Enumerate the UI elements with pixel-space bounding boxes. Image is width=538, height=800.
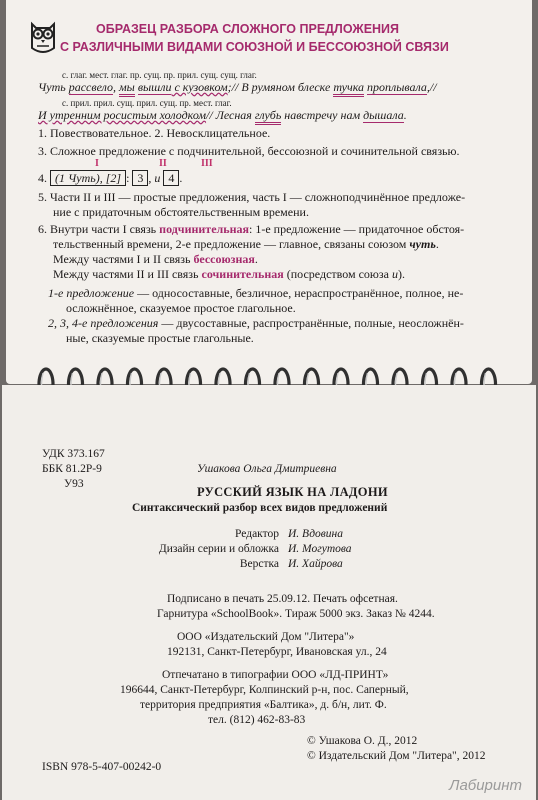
owl-icon [28, 18, 58, 56]
item-6-line-3: Между частями I и II связь бессоюзная. [53, 252, 258, 266]
item-6-line-4: Между частями II и III связь сочинительная (посредством союза и). [53, 267, 405, 281]
editor-name: И. Вдовина [288, 528, 343, 540]
upper-page [6, 0, 532, 384]
item-5-line-2: ние с придаточным обстоятельственным времени. [53, 205, 309, 219]
book-subtitle: Синтаксический разбор всех видов предложений [132, 502, 388, 514]
print-info-1: Подписано в печать 25.09.12. Печать офсетная. [167, 593, 398, 605]
printer-name: Отпечатано в типографии ООО «ЛД-ПРИНТ» [162, 669, 389, 681]
design-name: И. Могутова [288, 543, 352, 555]
author-mark: У93 [64, 478, 84, 490]
pos-labels-2: с. прил. прил. сущ. прил. сущ. пр. мест. глаг. [62, 98, 232, 108]
item-4-scheme: 4. (1 Чуть), [2] : 3 , и 4 . [38, 171, 183, 185]
publisher-address: 192131, Санкт-Петербург, Ивановская ул., 24 [167, 646, 387, 658]
scheme-part-3: 4 [163, 170, 179, 186]
printer-address-2: территория предприятия «Балтика», д. б/н, лит. Ф. [140, 699, 387, 711]
editor-label: Редактор [235, 528, 279, 540]
scheme-part-2: 3 [132, 170, 148, 186]
isbn: ISBN 978-5-407-00242-0 [42, 761, 162, 773]
publisher-name: ООО «Издательский Дом "Литера"» [177, 631, 355, 643]
pos-labels-1: с. глаг. мест. глаг. пр. сущ. пр. прил. сущ. сущ. глаг. [62, 70, 257, 80]
imprint-page [2, 385, 536, 800]
roman-label-1: I [95, 158, 99, 169]
section-header [60, 20, 536, 56]
item-5-line-1: 5. Части II и III — простые предложения, часть I — сложноподчинённое предложе- [38, 190, 466, 204]
item-6-line-1: 6. Внутри части I связь подчинительная: 1-е предложение — придаточное обстоя- [38, 222, 465, 236]
layout-label: Верстка [239, 558, 279, 570]
book-title: РУССКИЙ ЯЗЫК НА ЛАДОНИ [197, 485, 388, 499]
header-line-1: ОБРАЗЕЦ РАЗБОРА СЛОЖНОГО ПРЕДЛОЖЕНИЯ [96, 22, 400, 36]
item-6-line-2: тельственный времени, 2-е предложение — главное, связаны союзом чуть. [53, 237, 439, 251]
part-1-description-line-2: осложнённое, сказуемое простое глагольное. [66, 301, 296, 315]
part-2-description-line-1: 2, 3, 4-е предложения — двусоставные, распространённые, полные, неосложнён- [48, 316, 464, 330]
print-info-2: Гарнитура «SchoolBook». Тираж 5000 экз. Заказ № 4244. [157, 608, 435, 620]
scheme-part-1: (1 Чуть), [2] [50, 170, 126, 186]
item-1-2: 1. Повествовательное. 2. Невосклицательное. [38, 126, 271, 140]
part-1-description-line-1: 1-е предложение — односоставные, безличное, нераспространённое, полное, не- [48, 286, 464, 300]
printer-phone: тел. (812) 462-83-83 [208, 714, 306, 726]
header-line-2: С РАЗЛИЧНЫМИ ВИДАМИ СОЮЗНОЙ И БЕССОЮЗНОЙ СВЯЗИ [60, 40, 449, 54]
copyright-publisher: © Издательский Дом "Литера", 2012 [307, 750, 486, 762]
udk-code: УДК 373.167 [42, 448, 105, 460]
author-name: Ушакова Ольга Дмитриевна [197, 463, 337, 475]
example-sentence-2: И утренним росистым холодком// Лесная глубь навстречу нам дышала. [38, 108, 407, 123]
roman-label-3: III [201, 158, 213, 169]
item-3: 3. Сложное предложение с подчинительной, бессоюзной и сочинительной связью. [38, 144, 460, 158]
layout-name: И. Хайрова [288, 558, 343, 570]
roman-label-2: II [159, 158, 167, 169]
printer-address-1: 196644, Санкт-Петербург, Колпинский р-н, пос. Саперный, [120, 684, 409, 696]
example-sentence-1: Чуть рассвело, мы вышли с кузовком;// В румяном блеске тучка проплывала,// [38, 80, 437, 95]
bbk-code: ББК 81.2Р-9 [42, 463, 102, 475]
design-label: Дизайн серии и обложка [158, 543, 279, 555]
copyright-author: © Ушакова О. Д., 2012 [307, 735, 418, 747]
watermark: Лабиринт [449, 777, 522, 794]
part-2-description-line-2: ные, сказуемые простые глагольные. [66, 331, 254, 345]
